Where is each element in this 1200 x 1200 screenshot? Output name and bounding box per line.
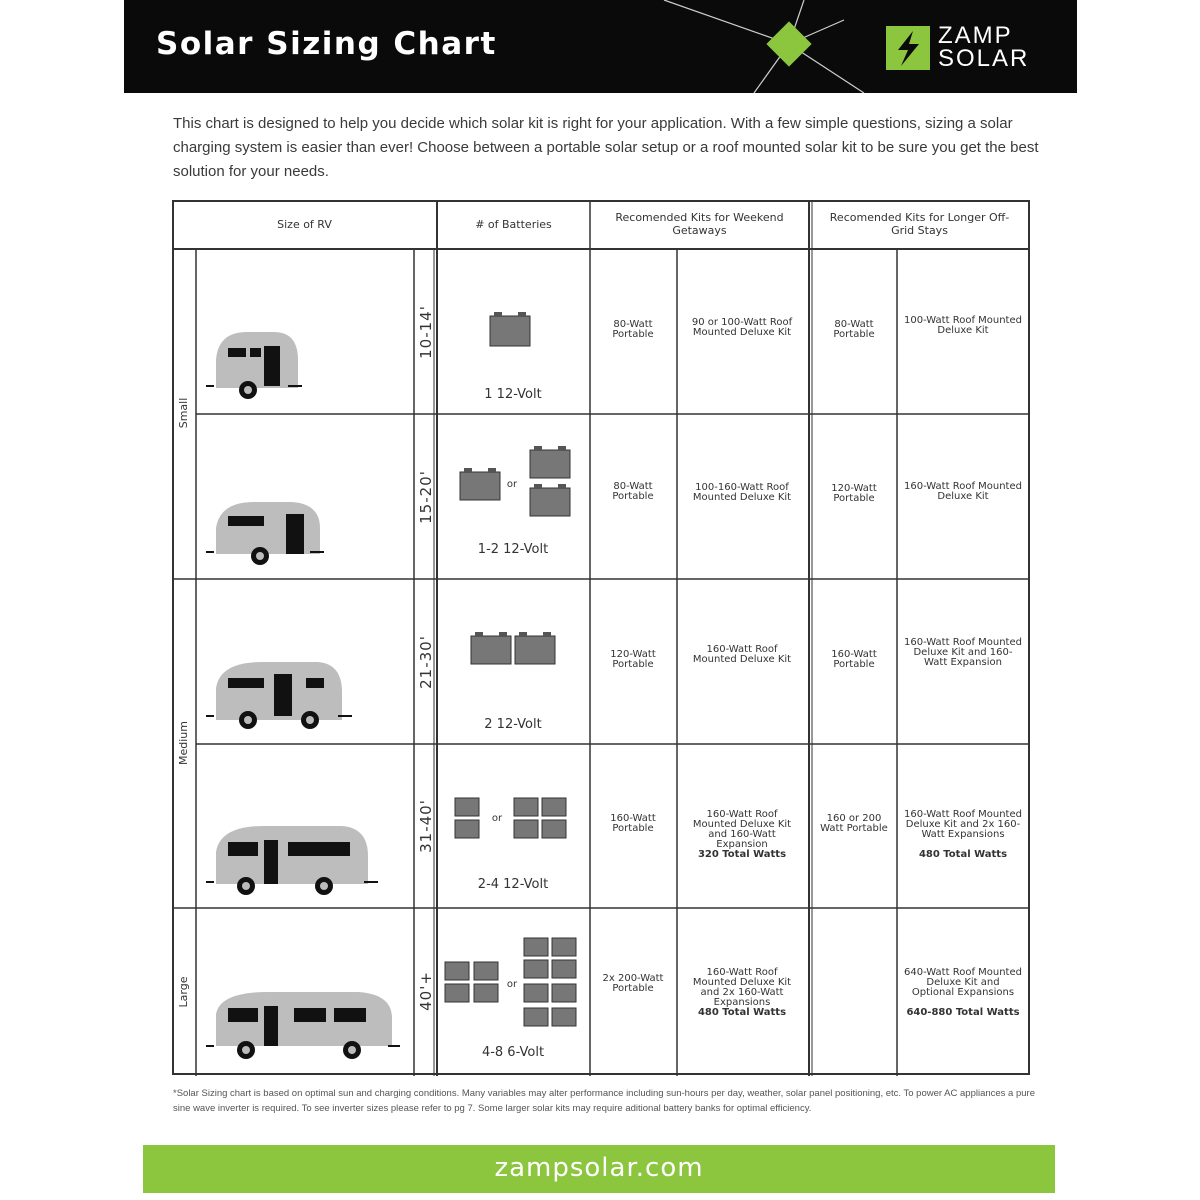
weekend-roof-row-5: 160-Watt Roof Mounted Deluxe Kit and 2x 160-Watt Expansions — [692, 967, 792, 1008]
footer-bar — [143, 1145, 1055, 1193]
length-row-1: 10-14' — [417, 305, 435, 359]
weekend-roof-row-3: 160-Watt Roof Mounted Deluxe Kit — [692, 644, 792, 665]
page-title: Solar Sizing Chart — [156, 26, 497, 62]
weekend-roof-row-2: 100-160-Watt Roof Mounted Deluxe Kit — [692, 482, 792, 503]
weekend-portable-row-4: 160-Watt Portable — [610, 813, 656, 834]
weekend-portable-row-3: 120-Watt Portable — [610, 649, 656, 670]
weekend-roof-total-row-4: 320 Total Watts — [697, 849, 787, 860]
intro-paragraph: This chart is designed to help you decide which solar kit is right for your application. With a few simple questions, sizing a solar charging system is easier than ever! Choose between a portable solar setup or a roof mounted solar kit to be sure you get the best solution for your needs. — [173, 115, 1039, 180]
header-banner — [124, 0, 1077, 93]
length-row-3: 21-30' — [417, 635, 435, 689]
rv-large-trailer-icon — [202, 978, 412, 1068]
batteries-row-2: 1-2 12-Volt — [477, 542, 549, 557]
battery-pair-icon — [468, 628, 560, 668]
battery-icon — [488, 312, 532, 348]
offgrid-roof-total-row-4: 480 Total Watts — [918, 849, 1008, 860]
header-offgrid: Recomended Kits for Longer Off-Grid Stays — [829, 211, 1010, 237]
zamp-solar-logo — [886, 22, 1056, 72]
offgrid-roof-total-row-5: 640-880 Total Watts — [906, 1007, 1020, 1018]
size-group-small: Small — [177, 397, 190, 429]
weekend-roof-row-1: 90 or 100-Watt Roof Mounted Deluxe Kit — [691, 317, 793, 338]
header-batteries: # of Batteries — [475, 218, 552, 231]
weekend-roof-row-4: 160-Watt Roof Mounted Deluxe Kit and 160-Watt Expansion — [692, 809, 792, 850]
offgrid-roof-row-5: 640-Watt Roof Mounted Deluxe Kit and Optional Expansions — [904, 967, 1022, 998]
size-group-medium: Medium — [177, 721, 190, 765]
header-size-of-rv: Size of RV — [277, 218, 332, 231]
offgrid-roof-row-1: 100-Watt Roof Mounted Deluxe Kit — [904, 315, 1022, 336]
or-label-row-5: or — [506, 979, 518, 990]
offgrid-portable-row-2: 120-Watt Portable — [831, 483, 877, 504]
battery-group-2-4-icon — [452, 792, 582, 844]
weekend-roof-total-row-5: 480 Total Watts — [697, 1007, 787, 1018]
logo-text-solar: SOLAR — [938, 45, 1030, 72]
weekend-portable-row-5: 2x 200-Watt Portable — [602, 973, 664, 994]
weekend-portable-row-2: 80-Watt Portable — [612, 481, 654, 502]
rv-small-trailer-icon — [202, 320, 412, 410]
rv-31-40-trailer-icon — [202, 812, 412, 902]
or-label-row-2: or — [506, 479, 518, 490]
batteries-row-1: 1 12-Volt — [484, 387, 542, 402]
website-link[interactable]: zampsolar.com — [494, 1153, 704, 1183]
offgrid-roof-row-2: 160-Watt Roof Mounted Deluxe Kit — [904, 481, 1022, 502]
lightning-bolt-icon — [886, 26, 930, 70]
offgrid-roof-row-3: 160-Watt Roof Mounted Deluxe Kit and 160-Watt Expansion — [904, 637, 1022, 668]
rv-21-30-trailer-icon — [202, 650, 412, 740]
offgrid-portable-row-4: 160 or 200 Watt Portable — [820, 813, 888, 834]
offgrid-roof-row-4: 160-Watt Roof Mounted Deluxe Kit and 2x 160-Watt Expansions — [904, 809, 1022, 840]
length-row-2: 15-20' — [417, 470, 435, 524]
batteries-row-3: 2 12-Volt — [484, 717, 542, 732]
length-row-5: 40'+ — [417, 971, 435, 1011]
header-weekend: Recomended Kits for Weekend Getaways — [615, 211, 784, 237]
offgrid-portable-row-1: 80-Watt Portable — [833, 319, 875, 340]
logo-text-zamp: ZAMP — [938, 22, 1013, 49]
batteries-row-5: 4-8 6-Volt — [481, 1045, 545, 1060]
batteries-row-4: 2-4 12-Volt — [477, 877, 549, 892]
or-label-row-4: or — [491, 813, 503, 824]
sizing-table — [172, 200, 1030, 1076]
weekend-portable-row-1: 80-Watt Portable — [612, 319, 654, 340]
footnote: *Solar Sizing chart is based on optimal sun and charging conditions. Many variables may alter performance including sun-hours per day, weather, solar panel positioning, etc. To power AC appliances a pure sine wave inverter is required. To see inverter sizes please refer to pg 7. Some larger solar kits may require aditional battery banks for optimal efficiency. — [173, 1088, 1035, 1114]
size-group-large: Large — [177, 976, 190, 1008]
offgrid-portable-row-3: 160-Watt Portable — [831, 649, 877, 670]
length-row-4: 31-40' — [417, 799, 435, 853]
rv-15-20-trailer-icon — [202, 490, 412, 580]
